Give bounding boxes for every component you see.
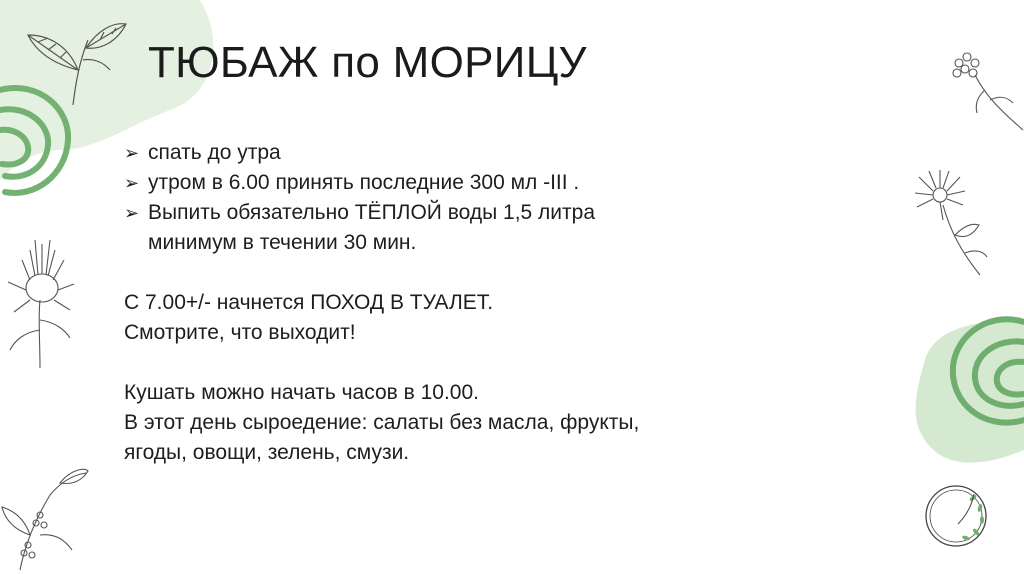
thistle-flower-icon	[0, 220, 80, 370]
leaf-branch-icon	[18, 10, 128, 110]
berry-branch-icon	[0, 465, 90, 574]
bullet-text: Выпить обязательно ТЁПЛОЙ воды 1,5 литра минимум в течении 30 мин.	[148, 201, 596, 254]
arrow-bullet-icon: ➢	[124, 173, 140, 193]
paragraph-food	[124, 378, 764, 468]
right-spiral-icon	[945, 310, 1024, 440]
paragraph-toilet	[124, 288, 764, 348]
herb-wreath-icon	[918, 476, 998, 556]
bullet-item	[124, 168, 764, 198]
paragraph-line: Кушать можно начать часов в 10.00.	[124, 381, 480, 404]
bullet-text: утром в 6.00 принять последние 300 мл -III .	[148, 171, 580, 194]
bullet-item	[124, 138, 764, 168]
bullet-item	[124, 198, 664, 258]
arrow-bullet-icon: ➢	[124, 143, 140, 163]
arrow-bullet-icon: ➢	[124, 203, 140, 223]
slide-title: ТЮБАЖ по МОРИЦУ	[148, 38, 587, 87]
paragraph-line: В этот день сыроедение: салаты без масла, фрукты,	[124, 411, 640, 434]
bullet-text: спать до утра	[148, 141, 281, 164]
paragraph-line: ягоды, овощи, зелень, смузи.	[124, 441, 410, 464]
paragraph-line: С 7.00+/- начнется ПОХОД В ТУАЛЕТ.	[124, 291, 494, 314]
paragraph-line: Смотрите, что выходит!	[124, 321, 356, 344]
daisy-flower-icon	[905, 165, 995, 280]
slide-body	[124, 138, 764, 468]
yarrow-flower-icon	[945, 45, 1024, 135]
